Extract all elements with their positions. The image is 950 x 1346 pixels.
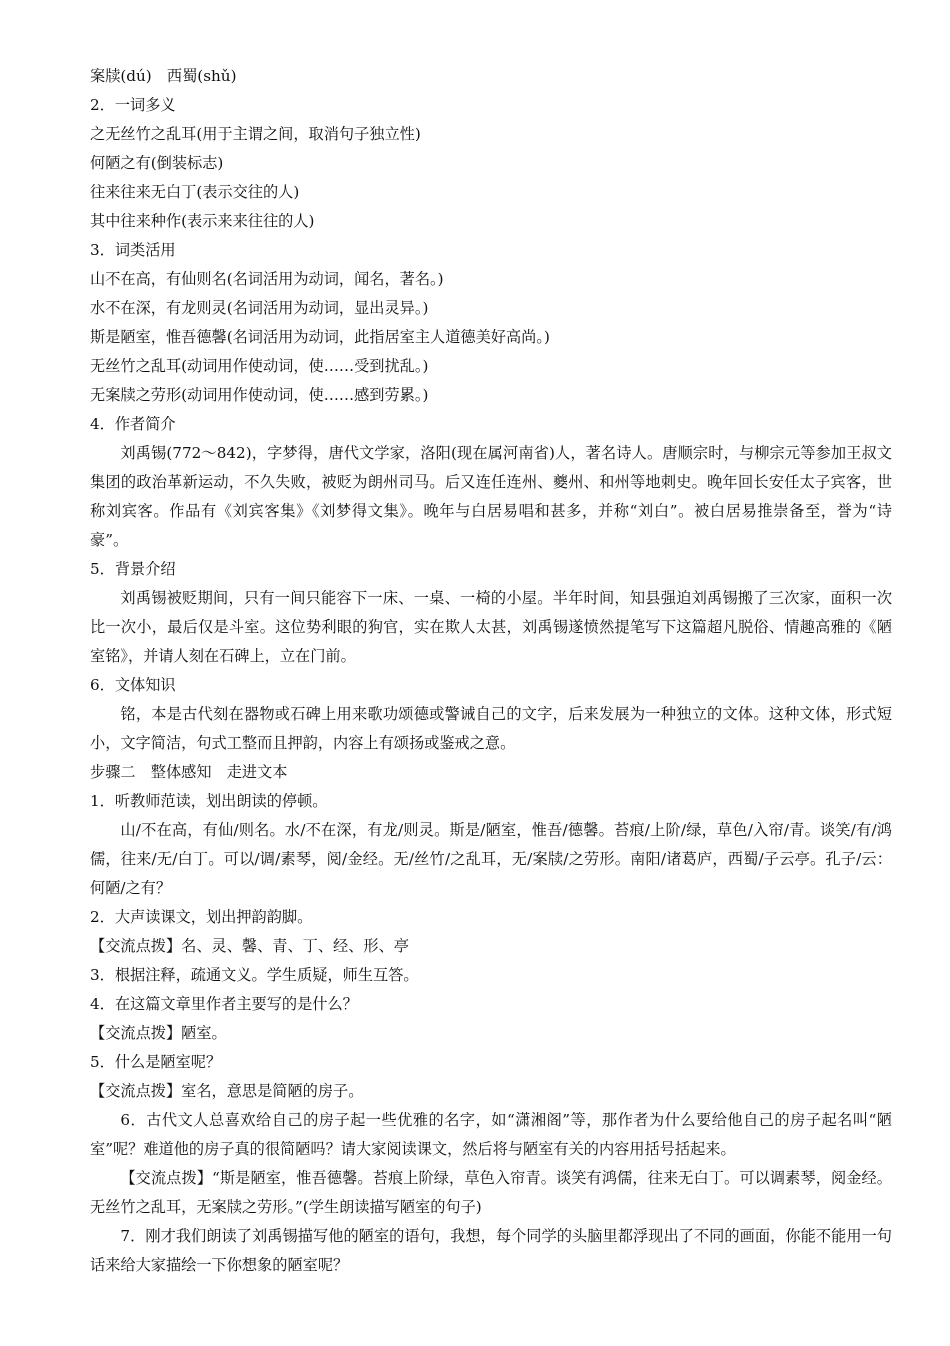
section-heading-background: 5．背景介绍 [90, 560, 176, 578]
question-7: 7．刚才我们朗读了刘禹锡描写他的陋室的语句，我想，每个同学的头脑里都浮现出了不同的画面，你能不能用一句话来给大家描绘一下你想象的陋室呢？ [90, 1227, 892, 1274]
genre-paragraph: 铭，本是古代刻在器物或石碑上用来歌功颂德或警诫自己的文字，后来发展为一种独立的文体。这种文体，形式短小，文字简洁，句式工整而且押韵，内容上有颂扬或鉴戒之意。 [90, 705, 892, 752]
reading-pause-paragraph: 山/不在高，有仙/则名。水/不在深，有龙/则灵。斯是/陋室，惟吾/德馨。苔痕/上阶/绿，草色/入帘/青。谈笑/有/鸿儒，往来/无/白丁。可以/调/素琴，阅/金经。无/丝竹/之乱耳，无/案牍/之劳形。南阳/诸葛庐，西蜀/子云亭。孔子/云：何陋/之有？ [90, 821, 892, 897]
document-page [90, 62, 892, 1280]
word-class-item: 水不在深，有龙则灵(名词活用为动词，显出灵异。) [90, 299, 429, 317]
polysemy-item: 何陋之有(倒装标志) [90, 154, 224, 172]
author-paragraph: 刘禹锡(772～842)，字梦得，唐代文学家，洛阳(现在属河南省)人，著名诗人。唐顺宗时，与柳宗元等参加王叔文集团的政治革新运动，不久失败，被贬为朗州司马。后又连任连州、夔州、和州等地刺史。晚年回长安任太子宾客，世称刘宾客。作品有《刘宾客集》《刘梦得文集》。晚年与白居易唱和甚多，并称“刘白”。被白居易推崇备至，誉为“诗豪”。 [90, 444, 892, 549]
question-2: 2．大声读课文，划出押韵韵脚。 [90, 908, 313, 926]
background-paragraph: 刘禹锡被贬期间，只有一间只能容下一床、一桌、一椅的小屋。半年时间，知县强迫刘禹锡搬了三次家，面积一次比一次小，最后仅是斗室。这位势利眼的狗官，实在欺人太甚，刘禹锡遂愤然提笔写下这篇超凡脱俗、情趣高雅的《陋室铭》，并请人刻在石碑上，立在门前。 [90, 589, 892, 665]
question-1: 1．听教师范读，划出朗读的停顿。 [90, 792, 328, 810]
word-class-item: 无案牍之劳形(动词用作使动词，使……感到劳累。) [90, 386, 429, 404]
word-class-item: 斯是陋室，惟吾德馨(名词活用为动词，此指居室主人道德美好高尚。) [90, 328, 550, 346]
question-4: 4．在这篇文章里作者主要写的是什么？ [90, 995, 358, 1013]
question-3: 3．根据注释，疏通文义。学生质疑，师生互答。 [90, 966, 419, 984]
answer-2: 【交流点拨】名、灵、馨、青、丁、经、形、亭 [90, 937, 409, 955]
step-two-heading: 步骤二 整体感知 走进文本 [90, 763, 288, 781]
question-5: 5．什么是陋室呢？ [90, 1053, 222, 1071]
question-6: 6．古代文人总喜欢给自己的房子起一些优雅的名字，如“潇湘阁”等，那作者为什么要给他自己的房子起名叫“陋室”呢？难道他的房子真的很简陋吗？请大家阅读课文，然后将与陋室有关的内容用括号括起来。 [90, 1111, 892, 1158]
polysemy-item: 往来往来无白丁(表示交往的人) [90, 183, 300, 201]
vocab-pronunciation: 案牍(dú) 西蜀(shǔ) [90, 67, 237, 85]
word-class-item: 山不在高，有仙则名(名词活用为动词，闻名，著名。) [90, 270, 444, 288]
section-heading-polysemy: 2．一词多义 [90, 96, 176, 114]
answer-6: 【交流点拨】“斯是陋室，惟吾德馨。苔痕上阶绿，草色入帘青。谈笑有鸿儒，往来无白丁。可以调素琴，阅金经。无丝竹之乱耳，无案牍之劳形。”(学生朗读描写陋室的句子) [90, 1169, 892, 1216]
section-heading-author: 4．作者简介 [90, 415, 176, 433]
section-heading-word-class: 3．词类活用 [90, 241, 176, 259]
answer-5: 【交流点拨】室名，意思是简陋的房子。 [90, 1082, 364, 1100]
polysemy-item: 之无丝竹之乱耳(用于主谓之间，取消句子独立性) [90, 125, 421, 143]
word-class-item: 无丝竹之乱耳(动词用作使动词，使……受到扰乱。) [90, 357, 429, 375]
section-heading-genre: 6．文体知识 [90, 676, 176, 694]
polysemy-item: 其中往来种作(表示来来往往的人) [90, 212, 315, 230]
answer-4: 【交流点拨】陋室。 [90, 1024, 227, 1042]
